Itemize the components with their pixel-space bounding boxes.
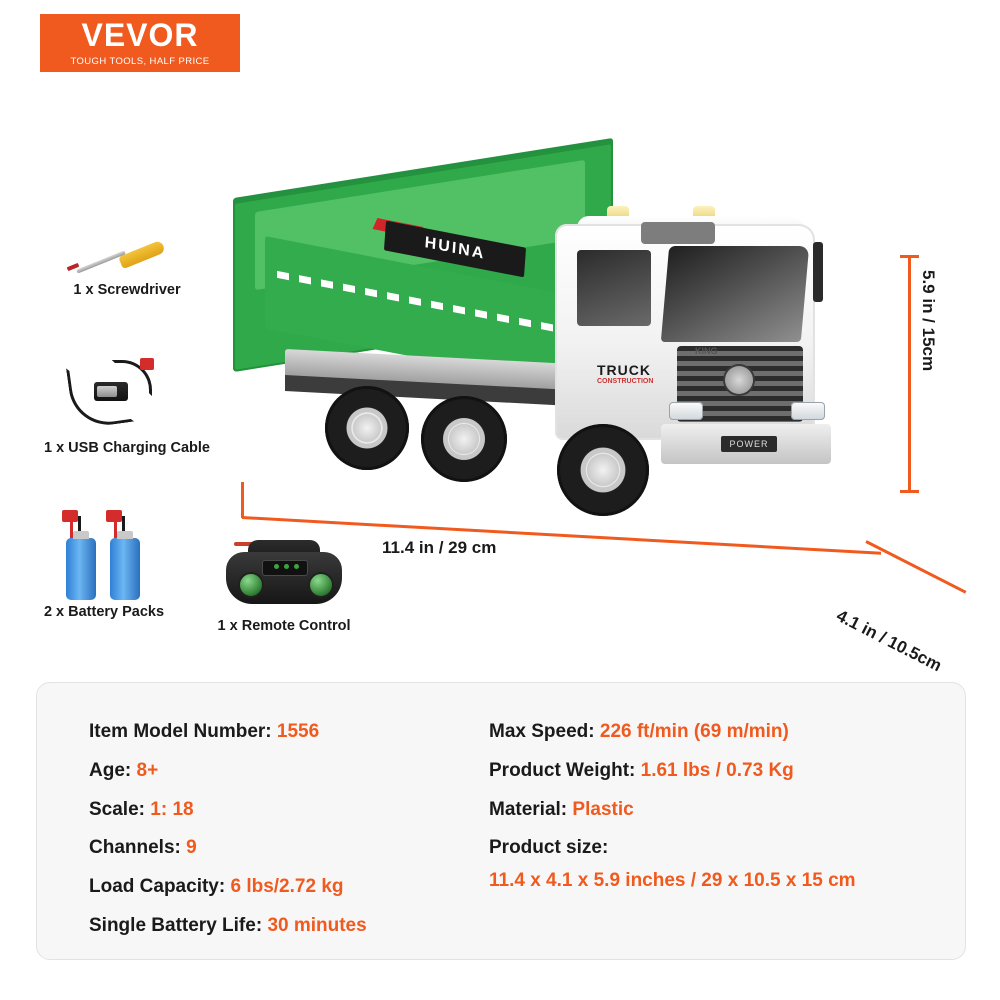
accessory-label: 1 x Screwdriver [73,282,181,298]
depth-dimension-label: 4.1 in / 10.5cm [833,606,945,676]
spec-row [89,721,367,744]
spec-row [89,760,367,783]
spec-key: Age: [89,759,132,781]
battery-pack-icon [34,512,174,604]
spec-key: Channels: [89,837,181,859]
specifications-panel [36,682,966,960]
spec-row-product-size [489,837,856,893]
spec-row [489,721,856,744]
accessory-screwdriver [22,238,232,298]
spec-row [89,799,367,822]
accessory-usb-cable [14,352,240,456]
depth-dimension-line [865,540,966,594]
height-dimension-label: 5.9 in / 15cm [919,270,938,372]
brand-logo [40,14,240,72]
spec-value: 30 minutes [267,914,367,936]
cab-windshield [661,246,809,342]
spec-value: 1556 [276,721,320,742]
spec-row [489,799,856,822]
spec-key: Material: [489,798,568,820]
accessory-label: 1 x USB Charging Cable [44,440,210,456]
headlight [791,402,825,420]
accessory-label: 2 x Battery Packs [43,604,165,620]
bumper-power-plate: POWER [721,436,777,452]
width-dimension-label: 11.4 in / 29 cm [382,538,497,557]
screwdriver-icon [57,238,197,282]
spec-value: 1.61 lbs / 0.73 Kg [640,759,794,781]
front-wheel [557,424,649,516]
spec-value: 9 [186,837,197,859]
cab-brand-sub: CONSTRUCTION [597,378,654,385]
rear-wheel [421,396,507,482]
height-dimension-line [908,255,911,493]
rear-wheel [325,386,409,470]
spec-key: Load Capacity: [89,876,226,898]
spec-key: Single Battery Life: [89,914,263,936]
spec-column-left [89,721,367,954]
brand-tagline: TOUGH TOOLS, HALF PRICE [70,56,210,67]
height-dimension-cap [900,490,919,493]
spec-row [89,876,367,899]
spec-row [89,915,367,938]
spec-value: 1: 18 [150,798,194,820]
spec-row [89,837,367,860]
spec-value: Plastic [572,798,634,820]
accessory-battery-packs [18,512,190,620]
side-mirror [813,242,823,302]
spec-value: 226 ft/min (69 m/min) [599,721,789,742]
cab-brand-text [597,362,667,385]
bed-brand-badge: HUINA [384,221,526,278]
rc-dump-truck-photo [225,150,865,580]
spec-value: 8+ [136,759,159,781]
height-dimension-cap [900,255,919,258]
cab-side-window [577,250,651,326]
brand-name: VEVOR [81,17,199,53]
spec-key: Scale: [89,798,145,820]
width-dimension-cap [241,482,244,518]
spec-row [489,760,856,783]
spec-key: Product Weight: [489,759,636,781]
cab-sunroof [641,222,715,244]
headlight [669,402,703,420]
spec-key: Item Model Number: [89,721,272,742]
hood-emblem [725,366,753,394]
accessory-label: 1 x Remote Control [217,618,351,634]
spec-column-right [489,721,856,909]
spec-value: 11.4 x 4.1 x 5.9 inches / 29 x 10.5 x 15 cm [489,870,856,892]
spec-value: 6 lbs/2.72 kg [230,876,344,898]
spec-key: Product size: [489,837,609,859]
cab-brand-main: TRUCK [597,362,651,378]
cab-king-text: KING [695,346,718,356]
spec-key: Max Speed: [489,721,595,742]
usb-cable-icon [52,352,202,440]
